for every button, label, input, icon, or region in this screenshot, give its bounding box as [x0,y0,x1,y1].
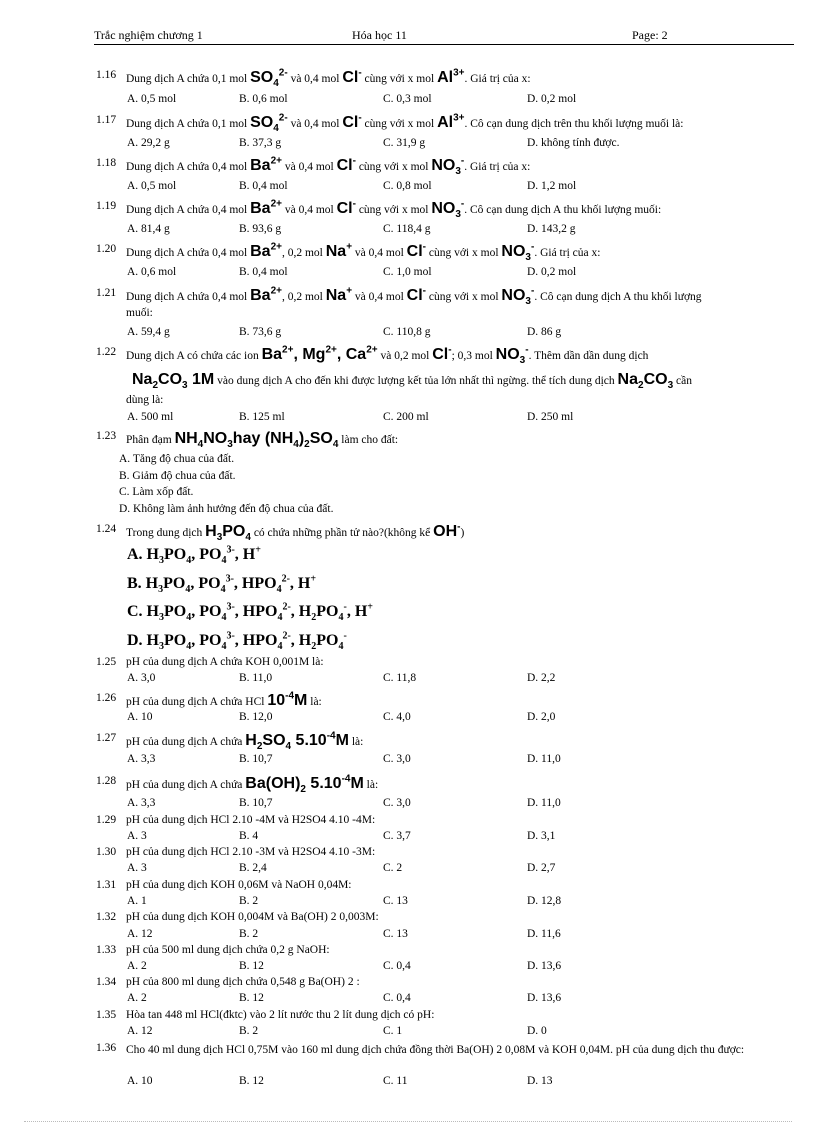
options-1-22: A. 500 ml B. 125 ml C. 200 ml D. 250 ml [127,411,574,423]
options-1-36: A. 10 B. 12 C. 11 D. 13 [127,1075,553,1087]
options-1-20: A. 0,6 mol B. 0,4 mol C. 1,0 mol D. 0,2 mol [127,266,577,278]
options-1-16: A. 0,5 mol B. 0,6 mol C. 0,3 mol D. 0,2 mol [127,93,577,105]
option-1-24-b: B. $H_3PO_4$, $PO_4^{3-}$, $HPO_4^{2-}$, H+ [127,573,317,596]
options-1-19: A. 81,4 g B. 93,6 g C. 118,4 g D. 143,2 g [127,223,576,235]
options-1-21: A. 59,4 g B. 73,6 g C. 110,8 g D. 86 g [127,326,562,338]
header-page: Page: 2 [632,28,668,42]
options-1-23: A. Tăng độ chua của đất. B. Giảm độ chua của đất. C. Làm xốp đất. D. Không làm ảnh hưởng đến độ chua của đất. [119,453,334,515]
option-1-24-a: A. $H_3PO_4$, $PO_4^{3-}$, H+ [127,544,261,567]
options-1-32: A. 12 B. 2 C. 13 D. 11,6 [127,928,561,940]
options-1-18: A. 0,5 mol B. 0,4 mol C. 0,8 mol D. 1,2 mol [127,180,577,192]
options-1-17: A. 29,2 g B. 37,3 g C. 31,9 g D. không tính được. [127,137,620,149]
page-header [94,28,794,45]
options-1-27: A. 3,3 B. 10,7 C. 3,0 D. 11,0 [127,753,561,765]
options-1-31: A. 1 B. 2 C. 13 D. 12,8 [127,895,562,907]
options-1-28: A. 3,3 B. 10,7 C. 3,0 D. 11,0 [127,797,561,809]
options-1-29: A. 3 B. 4 C. 3,7 D. 3,1 [127,830,556,842]
option-1-24-d: D. $H_3PO_4$, $PO_4^{3-}$, $HPO_4^{2-}$, $H_2PO_4^-$ [127,630,347,653]
page-bottom-divider [24,1121,792,1122]
options-1-30: A. 3 B. 2,4 C. 2 D. 2,7 [127,862,556,874]
options-1-26: A. 10 B. 12,0 C. 4,0 D. 2,0 [127,711,556,723]
options-1-25: A. 3,0 B. 11,0 C. 11,8 D. 2,2 [127,672,556,684]
options-1-33: A. 2 B. 12 C. 0,4 D. 13,6 [127,960,562,972]
options-1-34: A. 2 B. 12 C. 0,4 D. 13,6 [127,992,562,1004]
option-1-24-c: C. $H_3PO_4$, $PO_4^{3-}$, $HPO_4^{2-}$, $H_2PO_4^-$, H+ [127,601,373,624]
header-center: Hóa học 11 [352,28,407,42]
options-1-35: A. 12 B. 2 C. 1 D. 0 [127,1025,547,1037]
header-left: Trắc nghiệm chương 1 [94,28,203,42]
